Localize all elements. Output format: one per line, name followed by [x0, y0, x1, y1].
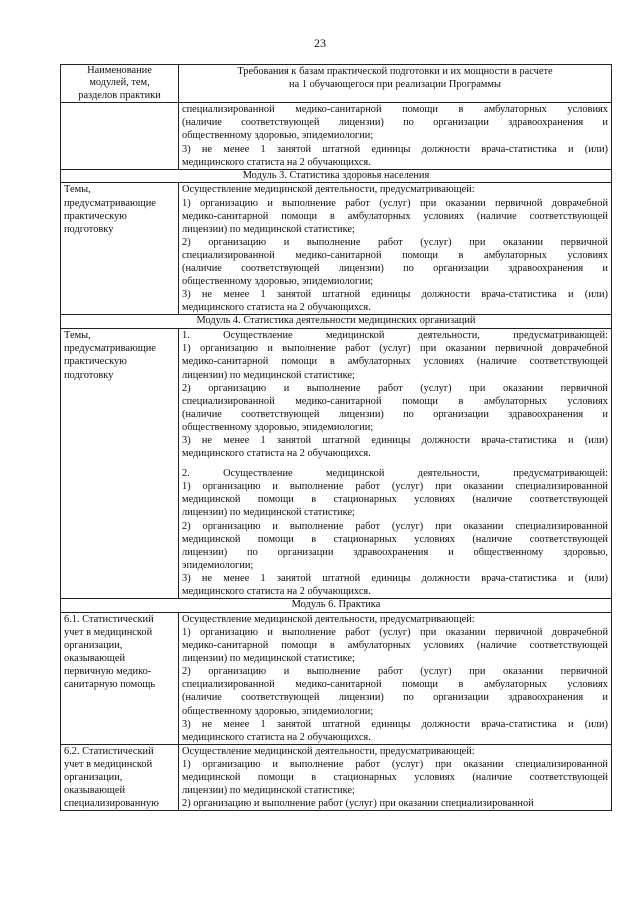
- requirement-line: (наличие соответствующей лицензии) по организации здравоохранения и: [182, 408, 608, 420]
- requirement-line: 2) организацию и выполнение работ (услуг) при оказании специализированной: [182, 798, 534, 810]
- requirement-line: Осуществление медицинской деятельности, предусматривающей:: [182, 184, 475, 196]
- header-line: разделов практики: [78, 89, 161, 101]
- module6-item1-topic: [61, 612, 179, 744]
- topic-line: организации,: [64, 640, 123, 652]
- requirement-line: (наличие соответствующей лицензии) по организации здравоохранения и: [182, 692, 608, 704]
- requirement-line: 1) организацию и выполнение работ (услуг) при оказании первичной доврачебной: [182, 626, 608, 638]
- topic-line: практическую: [64, 356, 127, 368]
- module4-block1: [182, 329, 608, 460]
- requirement-line: специализированной медико-санитарной помощи в амбулаторных условиях: [182, 679, 608, 691]
- module6-title: Модуль 6. Практика: [61, 599, 612, 613]
- topic-line: организации,: [64, 772, 123, 784]
- module4-row: [61, 329, 612, 599]
- requirement-line: медицинского статиста на 2 обучающихся.: [182, 586, 371, 597]
- topic-line: учет в медицинской: [64, 758, 153, 770]
- module-row: [61, 169, 612, 183]
- requirement-line: специализированной медико-санитарной помощи в амбулаторных условиях: [182, 104, 608, 116]
- requirement-line: медицинского статиста на 2 обучающихся.: [182, 302, 371, 314]
- requirement-line: медико-санитарной помощи в амбулаторных условиях (наличие соответствующей: [182, 210, 608, 222]
- topic-line: предусматривающие: [64, 197, 156, 209]
- requirement-line: лицензии) по медицинской статистике;: [182, 507, 355, 519]
- module3-requirements: [179, 183, 612, 315]
- requirement-line: (наличие соответствующей лицензии) по организации здравоохранения и: [182, 117, 608, 129]
- topic-line: предусматривающие: [64, 343, 156, 355]
- module-row: [61, 315, 612, 329]
- topic-line: оказывающей: [64, 653, 126, 665]
- requirement-line: Осуществление медицинской деятельности, предусматривающей:: [182, 745, 475, 757]
- requirement-line: 2) организацию и выполнение работ (услуг) при оказании первичной: [182, 236, 608, 248]
- page-number: 23: [314, 36, 326, 50]
- requirement-line: лицензии) по медицинской статистике;: [182, 653, 355, 665]
- header-line: модулей, тем,: [89, 77, 150, 89]
- module6-item1-row: [61, 612, 612, 744]
- requirement-line: 3) не менее 1 занятой штатной единицы должности врача-статистика и (или): [182, 289, 608, 301]
- header-col-requirements: [179, 65, 612, 103]
- requirement-line: 3) не менее 1 занятой штатной единицы должности врача-статистика и (или): [182, 434, 608, 446]
- requirement-line: медицинского статиста на 2 обучающихся.: [182, 448, 371, 460]
- requirement-line: специализированной медико-санитарной помощи в амбулаторных условиях: [182, 395, 608, 407]
- module-row: [61, 599, 612, 613]
- requirement-line: 1) организацию и выполнение работ (услуг) при оказании специализированной: [182, 758, 608, 770]
- requirement-line: медицинской помощи в стационарных условиях (наличие соответствующей: [182, 772, 608, 784]
- header-col-modules: [61, 65, 179, 103]
- requirement-line: общественному здоровью, эпидемиологии;: [182, 421, 374, 433]
- topic-line: учет в медицинской: [64, 626, 153, 638]
- requirement-line: 1. Осуществление медицинской деятельности, предусматривающей:: [182, 330, 608, 342]
- header-line: на 1 обучающегося при реализации Программы: [289, 79, 501, 91]
- requirement-line: 2. Осуществление медицинской деятельности, предусматривающей:: [182, 468, 608, 480]
- module4-topic: [61, 329, 179, 599]
- topic-line: первичную медико-: [64, 666, 152, 678]
- topic-line: подготовку: [64, 223, 114, 235]
- requirement-line: 2) организацию и выполнение работ (услуг) при оказании специализированной: [182, 520, 608, 532]
- topic-line: практическую: [64, 210, 127, 222]
- topic-line: 6.1. Статистический: [64, 613, 154, 625]
- requirement-line: 3) не менее 1 занятой штатной единицы должности врача-статистика и (или): [182, 572, 608, 584]
- requirement-line: лицензии) по медицинской статистике;: [182, 223, 355, 235]
- topic-line: Темы,: [64, 330, 91, 342]
- requirement-line: медицинской помощи в стационарных условиях (наличие соответствующей: [182, 533, 608, 545]
- requirement-line: специализированной медико-санитарной помощи в амбулаторных условиях: [182, 249, 608, 261]
- module4-block2: [182, 467, 608, 598]
- requirement-line: Осуществление медицинской деятельности, предусматривающей:: [182, 613, 475, 625]
- requirement-line: медико-санитарной помощи в амбулаторных условиях (наличие соответствующей: [182, 640, 608, 652]
- module3-topic: [61, 183, 179, 315]
- table-header-row: [61, 65, 612, 103]
- topic-line: специализированную: [64, 798, 159, 810]
- requirement-line: 3) не менее 1 занятой штатной единицы должности врача-статистика и (или): [182, 718, 608, 730]
- requirements-table: [60, 64, 612, 811]
- header-line: Наименование: [87, 65, 152, 76]
- requirement-line: медицинской помощи в стационарных условиях (наличие соответствующей: [182, 494, 608, 506]
- topic-line: подготовку: [64, 369, 114, 381]
- topic-line: оказывающей: [64, 785, 126, 797]
- module3-row: [61, 183, 612, 315]
- continuation-topic-cell: [61, 103, 179, 169]
- requirement-line: лицензии) по организации здравоохранения и общественному здоровью,: [182, 546, 608, 558]
- topic-line: 6.2. Статистический: [64, 745, 154, 757]
- requirement-line: 1) организацию и выполнение работ (услуг) при оказании специализированной: [182, 481, 608, 493]
- module6-item1-requirements: [179, 612, 612, 744]
- requirement-line: общественному здоровью, эпидемиологии;: [182, 705, 374, 717]
- requirement-line: 2) организацию и выполнение работ (услуг) при оказании первичной: [182, 666, 608, 678]
- continuation-text: [179, 103, 612, 169]
- requirement-line: 1) организацию и выполнение работ (услуг) при оказании первичной доврачебной: [182, 343, 608, 355]
- module3-title: Модуль 3. Статистика здоровья населения: [61, 169, 612, 183]
- module4-requirements: [179, 329, 612, 599]
- topic-line: Темы,: [64, 184, 91, 196]
- requirement-line: медицинского статиста на 2 обучающихся.: [182, 731, 371, 743]
- header-line: Требования к базам практической подготовки и их мощности в расчете: [237, 66, 553, 77]
- continuation-row: [61, 103, 612, 169]
- requirement-line: лицензии) по медицинской статистике;: [182, 785, 355, 797]
- requirement-line: медико-санитарной помощи в амбулаторных условиях (наличие соответствующей: [182, 356, 608, 368]
- module6-item2-requirements: [179, 744, 612, 810]
- requirement-line: общественному здоровью, эпидемиологии;: [182, 276, 374, 288]
- topic-line: санитарную помощь: [64, 679, 156, 691]
- module4-title: Модуль 4. Статистика деятельности медицинских организаций: [61, 315, 612, 329]
- requirement-line: эпидемиологии;: [182, 559, 254, 571]
- requirement-line: 2) организацию и выполнение работ (услуг) при оказании первичной: [182, 382, 608, 394]
- requirement-line: лицензии) по медицинской статистике;: [182, 369, 355, 381]
- requirement-line: 1) организацию и выполнение работ (услуг) при оказании первичной доврачебной: [182, 197, 608, 209]
- module6-item2-row: [61, 744, 612, 810]
- requirement-line: медицинского статиста на 2 обучающихся.: [182, 156, 371, 168]
- module6-item2-topic: [61, 744, 179, 810]
- requirement-line: 3) не менее 1 занятой штатной единицы должности врача-статистика и (или): [182, 143, 608, 155]
- requirement-line: общественному здоровью, эпидемиологии;: [182, 130, 374, 142]
- requirement-line: (наличие соответствующей лицензии) по организации здравоохранения и: [182, 263, 608, 275]
